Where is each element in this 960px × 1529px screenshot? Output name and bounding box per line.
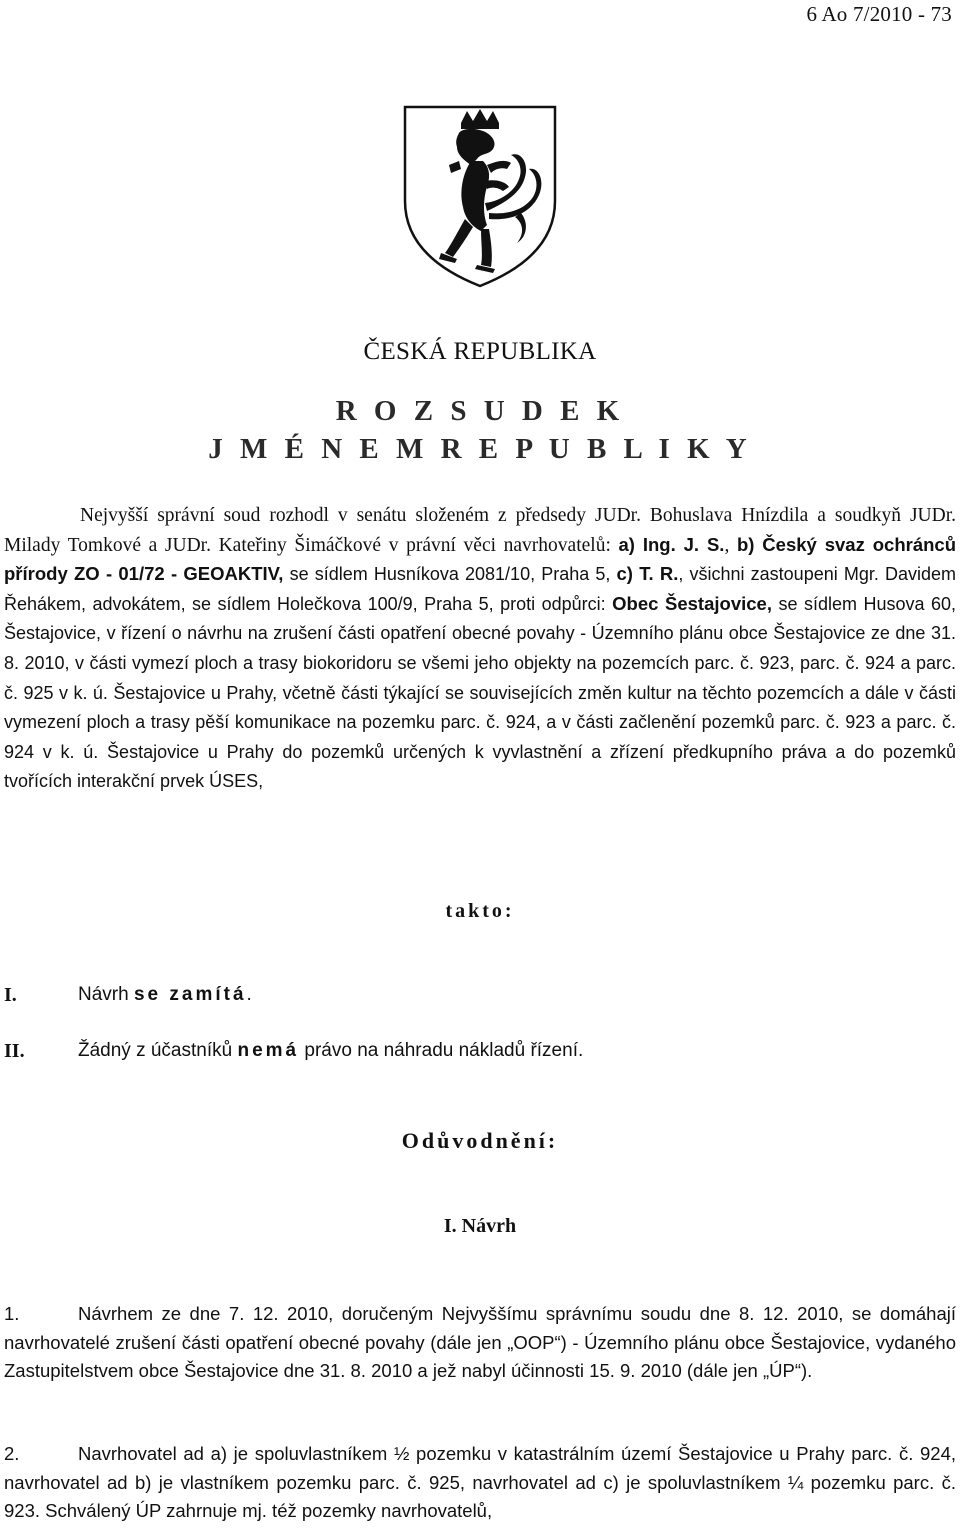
reasoning-heading: Odůvodnění: [401,1128,559,1153]
verdict-item-1-text [78,984,252,1006]
verdict-item-2-post: právo na náhradu nákladů řízení. [299,1040,584,1061]
petitioner-b: b) Český svaz ochránců přírody ZO - 01/72 - GEOAKTIV, [4,533,957,585]
verdict-item-2-pre: Žádný z účastníků [78,1040,238,1061]
paragraph-2-number: 2. [4,1443,20,1464]
judgment-subtitle: J M É N E M R E P U B L I K Y [208,433,752,465]
petitioner-a: a) Ing. J. S. [618,533,725,555]
paragraph-1-number: 1. [4,1303,20,1324]
paragraph-2 [4,1440,956,1526]
paragraph-2-text: Navrhovatel ad a) je spoluvlastníkem ½ pozemku v katastrálním území Šestajovice u Prahy parc. č. 924, navrhovatel ad b) je vlastníkem pozemku parc. č. 925, navrhovatel ad c) je spoluvlastníkem ¼ pozemku parc. č. 923. Schválený ÚP zahrnuje mj. též pozemky navrhovatelů, [4,1443,956,1522]
judgment-title: R O Z S U D E K [335,395,625,427]
verdict-item-1-pre: Návrh [78,984,134,1005]
intro-text-5: se sídlem Husova 60, Šestajovice, v řízení o návrhu na zrušení části opatření obecné povahy - Územního plánu obce Šestajovice ze dne 31. 8. 2010, v části vymezí ploch a trasy biokoridoru se všemi jeho objekty na pozemcích parc. č. 923, parc. č. 924 a parc. č. 925 v k. ú. Šestajovice u Prahy, včetně části týkající se souvisejících změn kultur na těchto pozemcích a dále v části vymezení ploch a trasy pěší komunikace na pozemku parc. č. 924, a v části začlenění pozemků parc. č. 923 a parc. č. 924 v k. ú. Šestajovice u Prahy do pozemků určených k vyvlastnění a zřízení předkupního práva a do pozemků tvořících interakční prvek ÚSES, [4,593,956,792]
verdict-item-1-number: I. [4,984,17,1006]
takto-heading: takto: [445,900,515,922]
intro-text-3: se sídlem Husníkova 2081/10, Praha 5, [283,564,617,585]
verdict-item-1-emphasis: se zamítá [133,984,247,1005]
section-heading: I. Návrh [443,1215,517,1237]
verdict-item-1-post: . [246,984,252,1005]
czech-coat-of-arms-lion-icon [401,103,559,289]
case-reference: 6 Ao 7/2010 - 73 [806,2,952,26]
intro-text-4: , všichni zastoupeni Mgr. Davidem Řehákem, advokátem, se sídlem Holečkova 100/9, Praha 5, proti odpůrci: [4,564,957,614]
petitioner-c: c) T. R. [616,563,679,585]
intro-text-1: Nejvyšší správní soud rozhodl v senátu složeném z předsedy JUDr. Bohuslava Hnízdila a soudkyň JUDr. Milady Tomkové a JUDr. Kateřiny Šimáčkové v právní věci navrhovatelů: [4,505,956,556]
country-heading: ČESKÁ REPUBLIKA [363,338,597,365]
verdict-item-2-emphasis: nemá [237,1040,300,1061]
intro-text-2: , [724,534,737,556]
verdict-item-2-text [78,1040,583,1062]
paragraph-1-text: Návrhem ze dne 7. 12. 2010, doručeným Nejvyššímu správnímu soudu dne 8. 12. 2010, se domáhají navrhovatelé zrušení části opatření obecné povahy (dále jen „OOP“) - Územního plánu obce Šestajovice, vydaného Zastupitelstvem obce Šestajovice dne 31. 8. 2010 a jež nabyl účinnosti 15. 9. 2010 (dále jen „ÚP“). [4,1303,956,1382]
intro-paragraph [4,502,956,797]
paragraph-1 [4,1300,956,1386]
verdict-item-2-number: II. [4,1040,25,1062]
respondent: Obec Šestajovice, [612,592,772,614]
